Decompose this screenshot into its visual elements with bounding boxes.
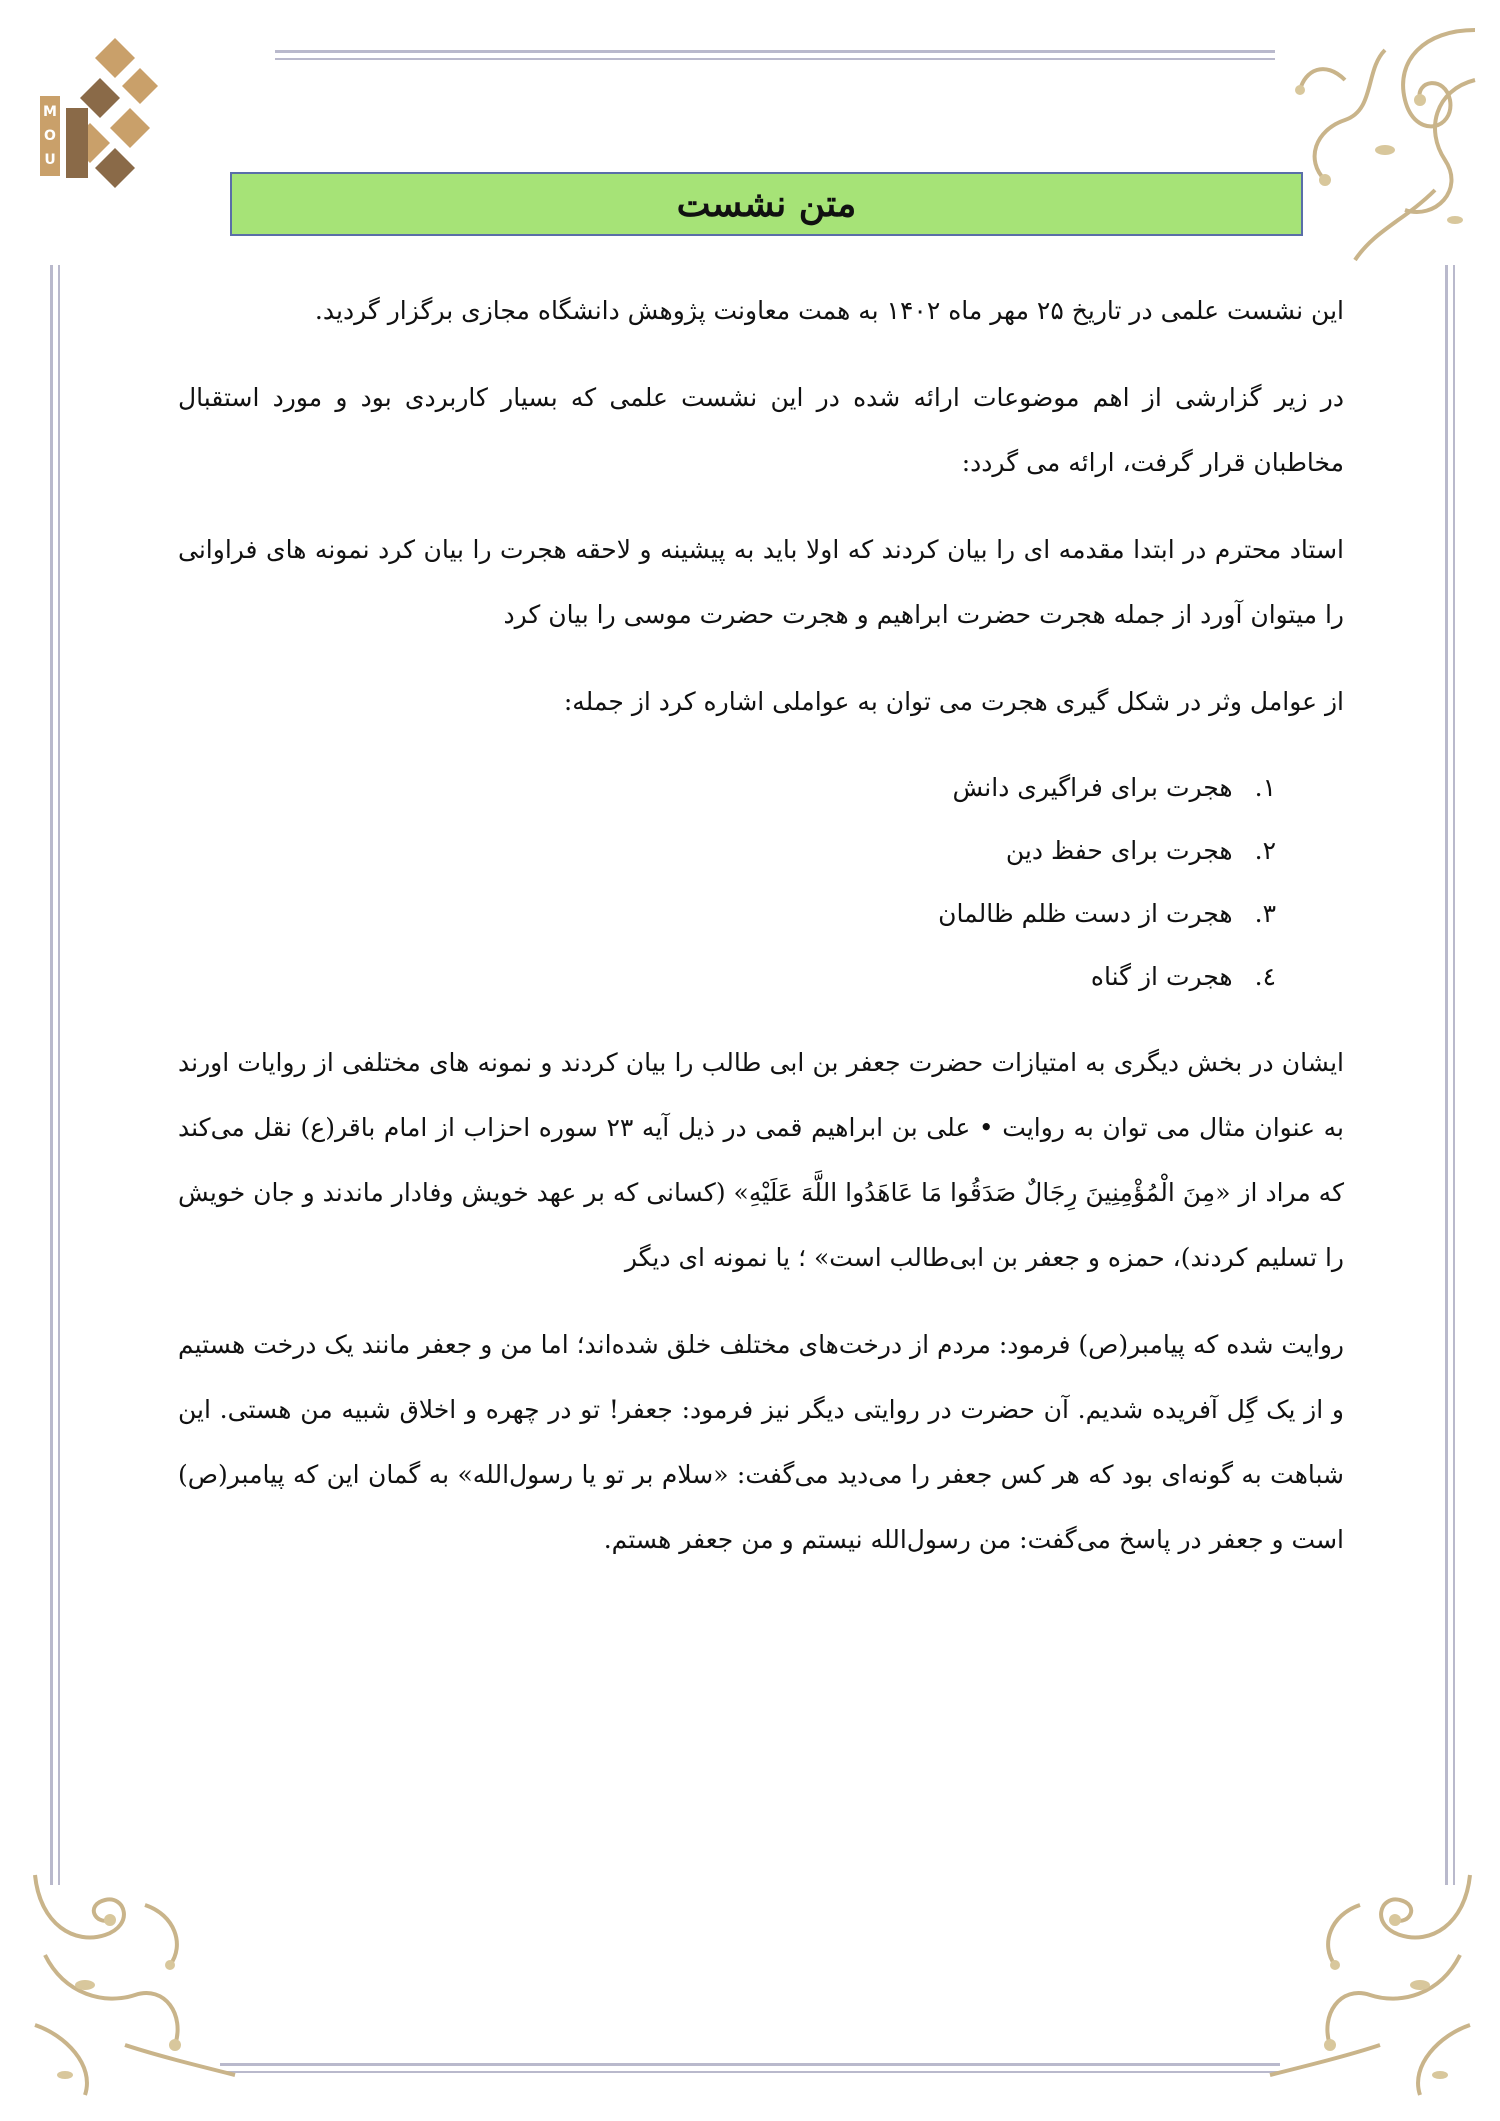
frame-bottom-line — [220, 2063, 1280, 2066]
logo-letter-m: M — [43, 104, 57, 120]
mou-logo-icon — [30, 38, 160, 188]
university-logo — [30, 38, 160, 188]
list-item — [178, 819, 1276, 882]
frame-top-line-inner — [275, 58, 1275, 60]
main-content — [178, 278, 1344, 1594]
list-item-number: ۱. — [1254, 773, 1276, 802]
factors-list — [178, 756, 1344, 1008]
list-item-text: هجرت برای فراگیری دانش — [952, 773, 1233, 802]
page-title: متن نشست — [676, 183, 857, 225]
paragraph-jafar-resemblance: روایت شده که پیامبر(ص) فرمود: مردم از درخت‌های مختلف خلق شده‌اند؛ اما من و جعفر مانند یک درخت هستیم و از یک گِل آفریده شدیم. آن حضرت در روایتی دیگر نیز فرمود: جعفر! تو در چهره و اخلاق شبیه من هستی. این شباهت به گونه‌ای بود که هر کس جعفر را می‌دید می‌گفت: «سلام بر تو یا رسول‌الله» به گمان این که پیامبر(ص) است و جعفر در پاسخ می‌گفت: من رسول‌الله نیستم و من جعفر هستم. — [178, 1330, 1344, 1554]
paragraph-report: در زیر گزارشی از اهم موضوعات ارائه شده در این نشست علمی که بسیار کاربردی بود و مورد استقبال مخاطبان قرار گرفت، ارائه می گردد: — [178, 383, 1344, 477]
paragraph-factors: از عوامل وثر در شکل گیری هجرت می توان به عواملی اشاره کرد از جمله: — [563, 687, 1344, 716]
paragraph-intro: این نشست علمی در تاریخ ۲۵ مهر ماه ۱۴۰۲ به همت معاونت پژوهش دانشگاه مجازی برگزار گردید. — [314, 296, 1344, 325]
frame-right-line-inner — [1453, 265, 1455, 1885]
list-item — [178, 945, 1276, 1008]
frame-left-line-inner — [58, 265, 60, 1885]
list-item-number: ۲. — [1254, 836, 1276, 865]
logo-letter-u: U — [44, 152, 56, 168]
paragraph-lecturer: استاد محترم در ابتدا مقدمه ای را بیان کردند که اولا باید به پیشینه و لاحقه هجرت را بیان کرد نمونه های فراوانی را میتوان آورد از جمله هجرت حضرت ابراهیم و هجرت حضرت موسی را بیان کرد — [178, 535, 1344, 629]
title-box — [230, 172, 1303, 236]
frame-right-line — [1445, 265, 1448, 1885]
corner-ornament-bottom-left — [25, 1865, 245, 2105]
corner-ornament-top-right — [1285, 20, 1485, 270]
corner-ornament-bottom-right — [1250, 1865, 1480, 2105]
logo-letter-o: O — [44, 128, 56, 144]
paragraph-jafar-virtues: ایشان در بخش دیگری به امتیازات حضرت جعفر بن ابی طالب را بیان کردند و نمونه های مختلفی از روایات اورند به عنوان مثال می توان به روایت • علی بن ابراهیم قمی در ذیل آیه ۲۳ سوره احزاب از امام باقر(ع) نقل می‌کند که مراد از «مِنَ الْمُؤْمِنِینَ رِجَالٌ صَدَقُوا مَا عَاهَدُوا اللَّهَ عَلَیْهِ» (کسانی که بر عهد خویش وفادار ماندند و جان خویش را تسلیم کردند)، حمزه و جعفر بن ابی‌طالب است» ؛ یا نمونه ای دیگر — [178, 1048, 1344, 1272]
list-item-text: هجرت برای حفظ دین — [1005, 836, 1233, 865]
list-item-number: ٤. — [1254, 962, 1276, 991]
frame-bottom-line-inner — [220, 2071, 1280, 2073]
list-item — [178, 882, 1276, 945]
frame-left-line — [50, 265, 53, 1885]
list-item-text: هجرت از گناه — [1090, 962, 1233, 991]
list-item — [178, 756, 1276, 819]
list-item-number: ۳. — [1254, 899, 1276, 928]
list-item-text: هجرت از دست ظلم ظالمان — [938, 899, 1233, 928]
frame-top-line — [275, 50, 1275, 53]
